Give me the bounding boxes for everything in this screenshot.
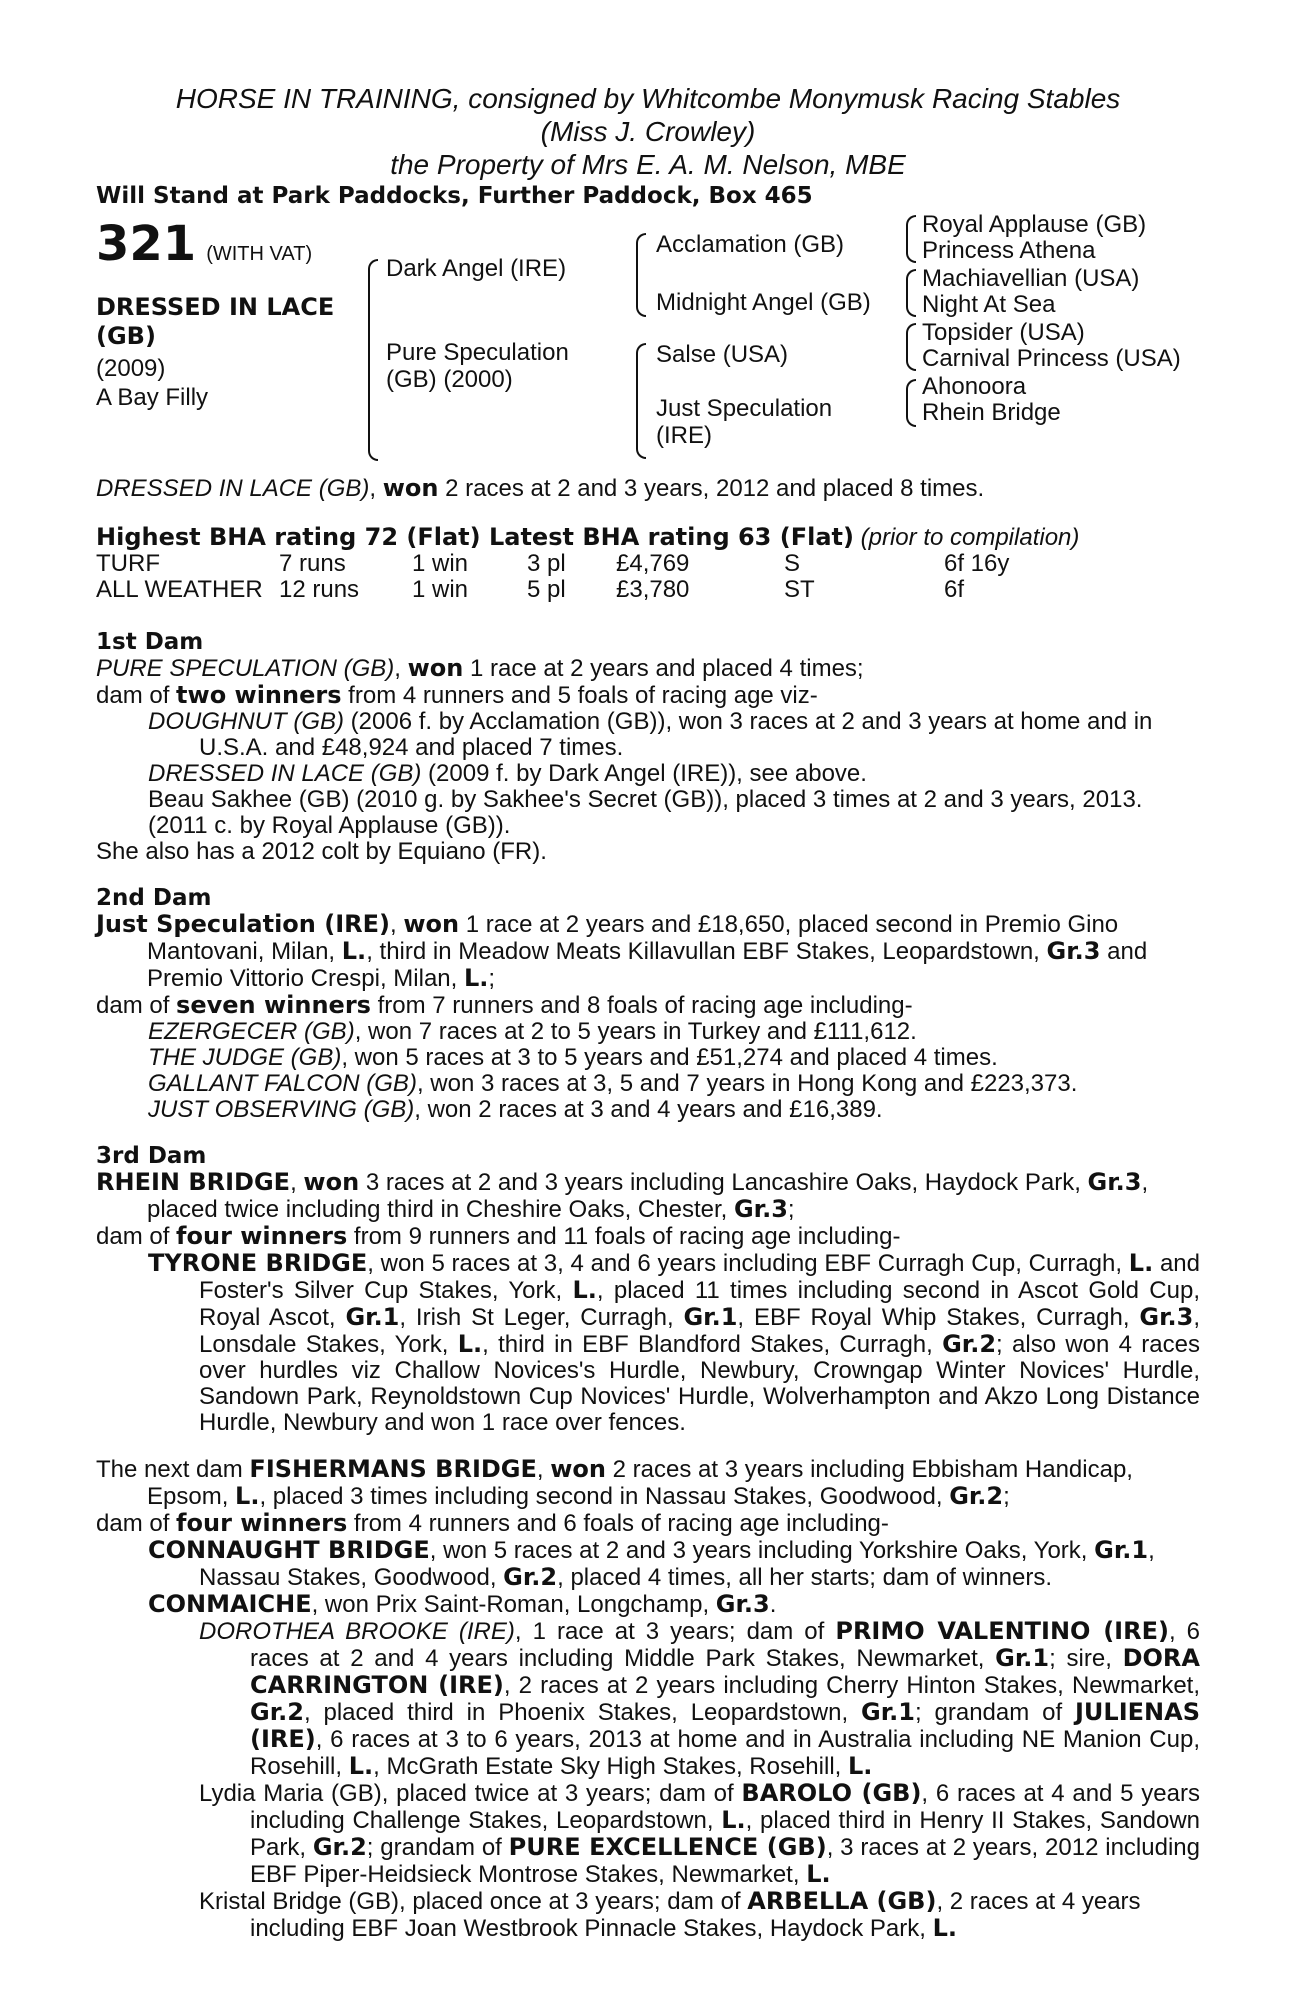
lot-number: 321 [96, 216, 197, 272]
text: , Irish St Leger, Curragh, [399, 1304, 684, 1331]
text: , won 5 races at 2 and 3 years including Yorkshire Oaks, York, [429, 1537, 1095, 1564]
text: ; grandam of [366, 1834, 509, 1861]
text: , won Prix Saint-Roman, Longchamp, [311, 1591, 716, 1618]
text: , placed twice including third in Cheshire Oaks, Chester, [147, 1169, 1149, 1223]
summary-horse-name: DRESSED IN LACE (GB) [96, 475, 370, 502]
text: , placed third in Phoenix Stakes, Leopardstown, [303, 1699, 862, 1726]
distance: 6f [944, 576, 965, 603]
group-label: Gr.1 [861, 1698, 915, 1726]
text: ; [1003, 1483, 1010, 1510]
text: , placed 4 times, all her starts; dam of winners. [557, 1564, 1052, 1591]
pedigree-bracket [636, 233, 646, 317]
text: dam of [96, 1510, 177, 1537]
text: , 3 races at 2 years, 2012 including EBF Piper-Heidsieck Montrose Stakes, Newmarket, [250, 1834, 1200, 1888]
offspring-name: DOUGHNUT (GB) [148, 708, 344, 735]
text: , third in Meadow Meats Killavullan EBF Stakes, Leopardstown, [366, 938, 1047, 965]
text: from 7 runners and 8 foals of racing age including- [370, 992, 913, 1019]
group-label: Gr.2 [942, 1330, 997, 1358]
pedigree-table [96, 211, 1200, 475]
text: , EBF Royal Whip Stakes, Curragh, [737, 1304, 1140, 1331]
section-title: 3rd Dam [96, 1143, 207, 1169]
prize-money: £4,769 [616, 550, 690, 577]
text: (2006 f. by Acclamation (GB)), won 3 races at 2 and 3 years at home and in U.S.A. and £48,924 and placed 7 times. [199, 708, 1153, 761]
listed-label: L. [341, 937, 367, 965]
text: . [769, 1591, 777, 1618]
dam-name: RHEIN BRIDGE [96, 1168, 291, 1196]
offspring-name: BAROLO (GB) [741, 1779, 922, 1807]
sire: Dark Angel (IRE) [386, 255, 567, 282]
listed-label: L. [572, 1276, 597, 1304]
foaling-year: (2009) [96, 355, 166, 382]
pedigree-bracket [368, 259, 378, 461]
pedigree-bracket [906, 269, 916, 317]
sire-sire-sire: Royal Applause (GB) [922, 211, 1147, 238]
offspring-name: TYRONE BRIDGE [148, 1249, 368, 1277]
group-label: Gr.3 [715, 1590, 770, 1618]
text: dam of [96, 1223, 177, 1250]
dam: Pure Speculation (GB) (2000) [386, 339, 569, 393]
text: , placed 11 times including second in Ascot Gold Cup, Royal Ascot, [199, 1277, 1200, 1331]
produce-summary [96, 682, 1200, 709]
offspring-name: PRIMO VALENTINO (IRE) [835, 1617, 1169, 1645]
dam-record: Just Speculation (IRE), won 1 race at 2 years and £18,650, placed second in Premio Gino Mantovani, Milan, L., third in Meadow Meats Killavullan EBF Stakes, Leopardstown, Gr.3 and Premio Vittorio Crespi, Milan, L.; [96, 910, 1148, 992]
sire-sire-dam: Princess Athena [922, 237, 1096, 264]
pedigree-bracket [636, 343, 646, 459]
group-label: Gr.3 [733, 1195, 788, 1223]
text: and Premio Vittorio Crespi, Milan, [147, 938, 1148, 992]
produce-entry [96, 1537, 1200, 1591]
sire-dam: Midnight Angel (GB) [656, 289, 871, 316]
runs: 7 runs [279, 550, 346, 577]
placings: 5 pl [527, 576, 566, 603]
wins: 1 win [412, 550, 469, 577]
offspring-name: THE JUDGE (GB) [148, 1044, 342, 1071]
produce-summary [96, 992, 1200, 1019]
listed-label: L. [235, 1482, 260, 1510]
text: , won 3 races at 3, 5 and 7 years in Hong Kong and £223,373. [416, 1070, 1078, 1097]
offspring-name: CONMAICHE [148, 1590, 312, 1618]
group-label: Gr.2 [949, 1482, 1004, 1510]
pedigree-bracket [906, 379, 916, 427]
ratings-note: (prior to compilation) [860, 524, 1080, 551]
text: Kristal Bridge (GB), placed once at 3 years; dam of [199, 1888, 748, 1915]
wins: 1 win [412, 576, 469, 603]
won-label: won [382, 474, 439, 502]
prize-money: £3,780 [616, 576, 690, 603]
produce-entry [96, 709, 1200, 761]
dam-dam-sire: Ahonoora [922, 373, 1027, 400]
text: (2009 f. by Dark Angel (IRE)), see above. [421, 760, 867, 787]
section-title: 2nd Dam [96, 885, 212, 911]
won-label: won [303, 1168, 360, 1196]
next-dam-record: The next dam FISHERMANS BRIDGE, won 2 races at 3 years including Ebbisham Handicap, Epsom, L., placed 3 times including second in Nassau Stakes, Goodwood, Gr.2; [96, 1455, 1133, 1510]
produce-entry: (2011 c. by Royal Applause (GB)). [148, 812, 511, 839]
text: Lydia Maria (GB), placed twice at 3 years; dam of [199, 1780, 742, 1807]
produce-entry [96, 1888, 1200, 1942]
text: , won 5 races at 3, 4 and 6 years including EBF Curragh Cup, Curragh, [367, 1250, 1129, 1277]
stand-location: Will Stand at Park Paddocks, Further Paddock, Box 465 [96, 183, 813, 209]
text: , placed third in Henry II Stakes, Sandown Park, [250, 1807, 1201, 1861]
dam-name: FISHERMANS BRIDGE [249, 1455, 537, 1483]
text: 1 race at 2 years and £18,650, placed second in Premio Gino Mantovani, Milan, [147, 911, 1119, 965]
dam-record: PURE SPECULATION (GB), won 1 race at 2 years and placed 4 times; [96, 654, 864, 682]
pedigree-bracket [906, 215, 916, 263]
text: , won 5 races at 3 to 5 years and £51,274 and placed 4 times. [341, 1044, 998, 1071]
group-label: Gr.2 [503, 1563, 558, 1591]
surface: ALL WEATHER [96, 576, 263, 603]
text: , 2 races at 2 years including Cherry Hinton Stakes, Newmarket, [503, 1672, 1200, 1699]
race-record-table [96, 551, 1200, 603]
section-title: 1st Dam [96, 629, 204, 655]
group-label: Gr.2 [250, 1698, 304, 1726]
consignor-agent: (Miss J. Crowley) [540, 116, 756, 147]
consignor-line: HORSE IN TRAINING, consigned by Whitcombe Monymusk Racing Stables [175, 83, 1121, 114]
text: ; also won 4 races over hurdles viz Challow Novices's Hurdle, Newbury, Crowngap Winter Novices' Hurdle, Sandown Park, Reynoldstown Cup Novices' Hurdle, Wolverhampton and Akzo Long Distance Hurdle, Newbury and won 1 race over fences. [199, 1331, 1200, 1436]
winners-count: seven winners [176, 991, 371, 1019]
text: , 2 races at 4 years including EBF Joan Westbrook Pinnacle Stakes, Haydock Park, [250, 1888, 1141, 1942]
won-label: won [407, 654, 464, 682]
group-label: Gr.3 [1087, 1168, 1142, 1196]
sire-sire: Acclamation (GB) [656, 231, 845, 258]
group-label: Gr.1 [1094, 1536, 1149, 1564]
produce-entry [96, 1591, 1200, 1618]
produce-summary [96, 1510, 1200, 1537]
group-label: Gr.1 [995, 1644, 1050, 1672]
dam-dam: Just Speculation (IRE) [656, 395, 833, 449]
dam-sire: Salse (USA) [656, 341, 789, 368]
listed-label: L. [847, 1752, 873, 1780]
produce-entry [96, 1618, 1200, 1780]
dam-sire-dam: Carnival Princess (USA) [922, 345, 1181, 372]
text: , won 2 races at 3 and 4 years and £16,389. [414, 1096, 883, 1123]
produce-entry [96, 1250, 1200, 1436]
winners-count: four winners [176, 1222, 348, 1250]
distance: 6f 16y [944, 550, 1010, 577]
offspring-name: DOROTHEA BROOKE (IRE) [199, 1618, 515, 1645]
bha-ratings: Highest BHA rating 72 (Flat) Latest BHA rating 63 (Flat) [96, 523, 854, 551]
text: , third in EBF Blandford Stakes, Curragh, [482, 1331, 943, 1358]
text: , 6 races at 4 and 5 years including Challenge Stakes, Leopardstown, [250, 1780, 1200, 1834]
group-label: Gr.1 [345, 1303, 400, 1331]
text: dam of [96, 992, 177, 1019]
pedigree-bracket [906, 323, 916, 371]
text: 2 races at 3 years including Ebbisham Handicap, Epsom, [147, 1456, 1133, 1510]
text: from 4 runners and 5 foals of racing age viz- [341, 682, 818, 709]
won-label: won [550, 1455, 606, 1483]
text: The next dam [96, 1456, 250, 1483]
runs: 12 runs [279, 576, 360, 603]
listed-label: L. [806, 1860, 831, 1888]
text: dam of [96, 682, 177, 709]
produce-entry [96, 761, 1200, 787]
lot-heading [96, 216, 313, 272]
produce-entry [96, 1045, 1200, 1071]
produce-entry [96, 1071, 1200, 1097]
dam-name: PURE SPECULATION (GB) [96, 655, 395, 682]
sire-dam-dam: Night At Sea [922, 291, 1056, 318]
produce-note: She also has a 2012 colt by Equiano (FR). [96, 838, 547, 865]
offspring-name: DORA CARRINGTON (IRE) [250, 1644, 1200, 1699]
dam-record: RHEIN BRIDGE, won 3 races at 2 and 3 years including Lancashire Oaks, Haydock Park, Gr.3, placed twice including third in Cheshire Oaks, Chester, Gr.3; [96, 1168, 1149, 1223]
going: ST [784, 576, 815, 603]
listed-label: L. [1128, 1249, 1154, 1277]
offspring-name: CONNAUGHT BRIDGE [148, 1536, 430, 1564]
catalogue-page [96, 82, 1200, 1942]
dam-dam-dam: Rhein Bridge [922, 399, 1061, 426]
horse-name: DRESSED IN LACE (GB) [96, 293, 335, 350]
text: ; grandam of [914, 1699, 1075, 1726]
text: ; sire, [1049, 1645, 1123, 1672]
group-label: Gr.3 [1139, 1303, 1194, 1331]
text: , won 7 races at 2 to 5 years in Turkey and £111,612. [354, 1018, 917, 1045]
text: from 4 runners and 6 foals of racing age including- [347, 1510, 889, 1537]
sire-dam-sire: Machiavellian (USA) [922, 265, 1140, 292]
text: from 9 runners and 11 foals of racing age including- [347, 1223, 901, 1250]
going: S [784, 550, 801, 577]
listed-label: L. [464, 964, 489, 992]
horse-description: A Bay Filly [96, 384, 209, 411]
produce-summary [96, 1223, 1200, 1250]
group-label: Gr.2 [312, 1833, 367, 1861]
text: 3 races at 2 and 3 years including Lancashire Oaks, Haydock Park, [359, 1169, 1088, 1196]
winners-count: four winners [176, 1509, 348, 1537]
winners-count: two winners [176, 681, 342, 709]
won-label: won [403, 910, 460, 938]
dam-text: 1 race at 2 years and placed 4 times; [463, 655, 864, 682]
ratings-heading [96, 524, 1200, 551]
group-label: Gr.1 [683, 1303, 738, 1331]
dam-sire-sire: Topsider (USA) [922, 319, 1085, 346]
offspring-name: GALLANT FALCON (GB) [148, 1070, 417, 1097]
text: , 6 races at 3 to 6 years, 2013 at home and in Australia including NE Manion Cup, Rosehill, [250, 1726, 1200, 1780]
race-summary: DRESSED IN LACE (GB), won 2 races at 2 and 3 years, 2012 and placed 8 times. [96, 474, 985, 502]
surface: TURF [96, 550, 160, 577]
listed-label: L. [348, 1752, 374, 1780]
text: , placed 3 times including second in Nassau Stakes, Goodwood, [259, 1483, 950, 1510]
offspring-name: EZERGECER (GB) [148, 1018, 355, 1045]
produce-entry [96, 1019, 1200, 1045]
placings: 3 pl [527, 550, 566, 577]
listed-label: L. [721, 1806, 746, 1834]
dam-name: Just Speculation (IRE) [96, 910, 390, 938]
text: , Nassau Stakes, Goodwood, [199, 1537, 1155, 1591]
offspring-name: JUST OBSERVING (GB) [148, 1096, 415, 1123]
offspring-name: ARBELLA (GB) [747, 1887, 937, 1915]
offspring-name: PURE EXCELLENCE (GB) [508, 1833, 827, 1861]
offspring-name: JULIENAS (IRE) [250, 1698, 1200, 1753]
text: ; [488, 965, 496, 992]
text: , 1 race at 3 years; dam of [514, 1618, 836, 1645]
text: ; [787, 1196, 795, 1223]
summary-text: 2 races at 2 and 3 years, 2012 and placed 8 times. [438, 475, 985, 502]
text: , McGrath Estate Sky High Stakes, Rosehill, [373, 1753, 848, 1780]
produce-entry: Beau Sakhee (GB) (2010 g. by Sakhee's Secret (GB)), placed 3 times at 2 and 3 years, 2013. [148, 786, 1143, 813]
text: , Lonsdale Stakes, York, [199, 1304, 1200, 1358]
produce-entry [96, 1097, 1200, 1123]
text: and Foster's Silver Cup Stakes, York, [199, 1250, 1200, 1304]
listed-label: L. [932, 1914, 957, 1942]
offspring-name: DRESSED IN LACE (GB) [148, 760, 422, 787]
group-label: Gr.3 [1046, 937, 1101, 965]
owner-line: the Property of Mrs E. A. M. Nelson, MBE [390, 149, 906, 180]
produce-entry [96, 1780, 1200, 1888]
vat-note: (WITH VAT) [206, 243, 313, 265]
text: , 6 races at 2 and 4 years including Middle Park Stakes, Newmarket, [250, 1618, 1200, 1672]
listed-label: L. [457, 1330, 483, 1358]
